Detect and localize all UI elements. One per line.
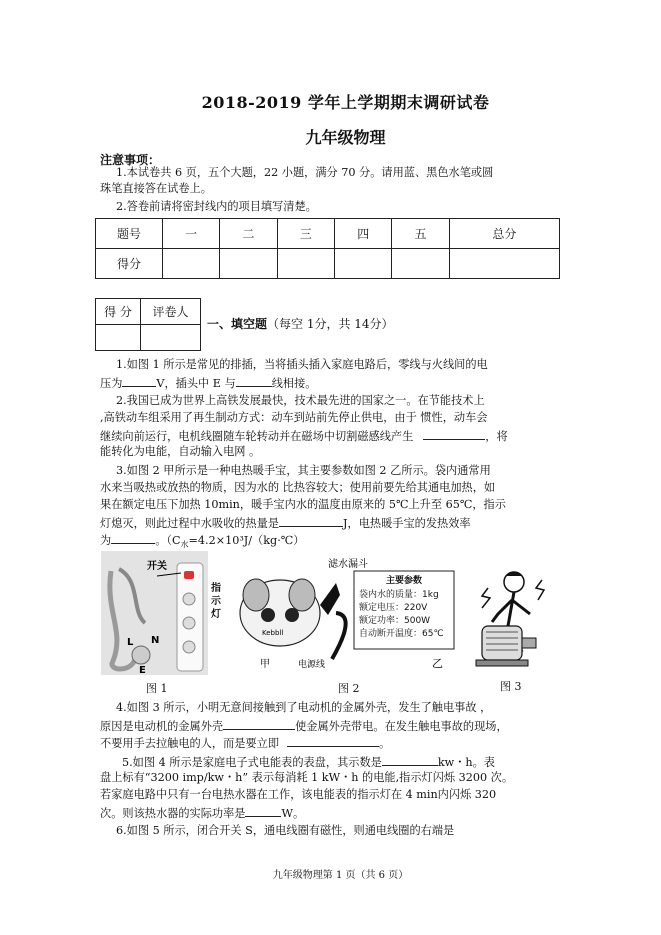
q4-line-3 xyxy=(100,734,390,752)
q4-blank-1[interactable] xyxy=(223,717,295,730)
exam-title: 2018-2019 学年上学期期末调研试卷 xyxy=(201,93,490,112)
plug-head xyxy=(132,646,150,664)
param-line-4: 自动断开温度：65℃ xyxy=(359,629,444,639)
figure-2-caption: 图 2 xyxy=(338,682,360,695)
q4-text-1: 原因是电动机的金属外壳 xyxy=(100,720,224,733)
score-cell-2: 二 xyxy=(220,219,277,249)
score-input-5[interactable] xyxy=(392,249,449,279)
score-input-1[interactable] xyxy=(163,249,220,279)
switch-button xyxy=(184,571,194,579)
param-line-3: 额定功率：500W xyxy=(359,616,431,626)
params-title: 主要参数 xyxy=(385,576,422,586)
figure-1-power-strip xyxy=(101,551,208,675)
q4-text-4: 。 xyxy=(379,737,391,750)
score-input-total[interactable] xyxy=(449,249,559,279)
q3-line-4 xyxy=(100,514,471,532)
q1-line-2 xyxy=(100,374,316,392)
q3-line-3: 果在额定电压下加热 10min，暖手宝内水的温度由原来的 5℃上升至 65℃，指示 xyxy=(100,498,506,511)
figure-3-caption: 图 3 xyxy=(500,680,522,693)
q1-text-1: 压为 xyxy=(100,377,123,390)
fig1-label-E: E xyxy=(139,665,146,675)
q4-text-3: 不要用手去拉触电的人，而是要立即 xyxy=(100,737,280,750)
q5-text-4: W。 xyxy=(281,807,305,820)
q3-line-1: 3.如图 2 甲所示是一种电热暖手宝，其主要参数如图 2 乙所示。袋内通常用 xyxy=(116,464,491,477)
notes-line-2: 珠笔直接答在试卷上。 xyxy=(100,182,212,195)
section-1-heading xyxy=(207,315,394,332)
section-1-label: 一、填空题 xyxy=(207,317,268,331)
q3-blank-2[interactable] xyxy=(111,531,155,544)
warmer-brand: Kebbll xyxy=(262,629,284,637)
q5-text-2: kw・h。表 xyxy=(437,756,495,769)
q5-line-2: 盘上标有“3200 imp/kw・h” 表示每消耗 1 kW・h 的电能,指示灯闪烁 3200 次。 xyxy=(100,771,514,784)
q1-blank-2[interactable] xyxy=(236,374,272,387)
q6-line-1: 6.如图 5 所示，闭合开关 S，通电线圈有磁性，则通电线圈的右端是 xyxy=(116,824,455,837)
q1-text-2: V，插头中 E 与 xyxy=(156,377,236,390)
q5-line-3: 若家庭电路中只有一台电热水器在工作，该电能表的指示灯在 4 min内闪烁 320 xyxy=(100,788,497,801)
grader-table xyxy=(95,298,201,351)
q3-text-4: 。（C xyxy=(155,534,181,547)
notes-line-3: 2.答卷前请将密封线内的项目填写清楚。 xyxy=(116,200,317,213)
fig1-label-L: L xyxy=(127,637,134,648)
page-footer: 九年级物理第 1 页（共 6 页） xyxy=(272,870,409,881)
grader-name-input[interactable] xyxy=(141,325,201,351)
param-line-2: 额定电压：220V xyxy=(359,603,428,613)
filter-funnel xyxy=(320,583,340,615)
fig1-switch-label: 开关 xyxy=(147,561,167,572)
q3-line-2: 水来当吸热或放热的物质，因为水的 比热容较大；使用前要先给其通电加热，如 xyxy=(100,481,496,494)
q4-line-1: 4.如图 3 所示，小明无意间接触到了电动机的金属外壳，发生了触电事故 ， xyxy=(116,701,492,714)
score-input-2[interactable] xyxy=(220,249,277,279)
q5-line-4 xyxy=(100,804,304,822)
q4-blank-2[interactable] xyxy=(287,734,379,747)
fig2-label-jia: 甲 xyxy=(260,659,270,670)
q1-line-1: 1.如图 1 所示是常见的排插，当将插头插入家庭电路后，零线与火线间的电 xyxy=(116,358,488,371)
score-cell-3: 三 xyxy=(277,219,334,249)
score-cell-label: 题号 xyxy=(96,219,163,249)
q1-blank-1[interactable] xyxy=(122,374,156,387)
score-table xyxy=(95,218,560,279)
q5-text-3: 次。则该热水器的实际功率是 xyxy=(100,807,246,820)
figure-3-electric-shock xyxy=(462,566,562,672)
score-cell-1: 一 xyxy=(163,219,220,249)
score-table-header-row xyxy=(96,219,560,249)
fig2-label-yi: 乙 xyxy=(432,657,443,670)
q1-text-3: 线相接。 xyxy=(271,377,317,390)
q2-blank-1[interactable] xyxy=(423,427,485,440)
fig1-indicator-label: 指示灯 xyxy=(211,583,221,620)
q3-line-5 xyxy=(100,531,304,553)
score-input-3[interactable] xyxy=(277,249,334,279)
exam-subtitle: 九年级物理 xyxy=(305,128,386,147)
q4-line-2 xyxy=(100,717,508,735)
figure-1-caption: 图 1 xyxy=(146,682,168,695)
q4-text-2: 使金属外壳带电。在发生触电事故的现场， xyxy=(295,720,508,733)
score-input-4[interactable] xyxy=(335,249,392,279)
q2-line-1: 2.我国已成为世界上高铁发展最快，技术最先进的国家之一。在节能技术上 xyxy=(116,394,485,407)
q2-text-2: ，将 xyxy=(485,430,508,443)
score-row-label: 得分 xyxy=(96,249,163,279)
q3-text-1: 灯熄灭，则此过程中水吸收的热量是 xyxy=(100,517,280,530)
q2-line-3 xyxy=(100,427,508,445)
q5-blank-1[interactable] xyxy=(382,753,438,766)
q5-blank-2[interactable] xyxy=(245,804,281,817)
spark-right xyxy=(536,580,544,600)
q3-text-3: 为 xyxy=(100,534,112,547)
q2-line-2: ,高铁动车组采用了再生制动方式：动车到站前先停止供电，由于 惯性，动车会 xyxy=(100,411,488,424)
q2-text-1: 继续向前运行，电机线圈随车轮转动并在磁场中切割磁感线产生 xyxy=(100,430,414,443)
q5-line-1 xyxy=(122,753,495,771)
param-line-1: 袋内水的质量：1kg xyxy=(359,590,439,600)
fig2-filter-label: 滤水漏斗 xyxy=(328,559,368,570)
q3-blank-1[interactable] xyxy=(279,514,343,527)
score-table-score-row xyxy=(96,249,560,279)
section-1-note: （每空 1分，共 14分） xyxy=(267,317,394,331)
notes-heading: 注意事项： xyxy=(100,153,161,167)
grader-score-label: 得 分 xyxy=(96,299,141,325)
q3-text-5: =4.2×10³J/（kg·℃） xyxy=(188,534,305,547)
q3-text-2: J，电热暖手宝的发热效率 xyxy=(343,517,471,530)
score-cell-5: 五 xyxy=(392,219,449,249)
motor-housing xyxy=(482,626,522,660)
spark-left xyxy=(482,588,490,608)
grader-label: 评卷人 xyxy=(141,299,201,325)
grader-score-input[interactable] xyxy=(96,325,141,351)
score-cell-4: 四 xyxy=(335,219,392,249)
score-cell-total: 总分 xyxy=(449,219,559,249)
q5-text-1: 5.如图 4 所示是家庭电子式电能表的表盘，其示数是 xyxy=(122,756,382,769)
power-cord xyxy=(332,613,346,659)
q2-line-4: 能转化为电能，自动输入电网 。 xyxy=(100,445,261,458)
q3-subscript-water: 水 xyxy=(180,540,189,550)
notes-line-1: 1.本试卷共 6 页，五个大题，22 小题，满分 70 分。请用蓝、黑色水笔或圆 xyxy=(116,166,494,179)
fig2-cord-label: 电源线 xyxy=(298,660,326,670)
fig1-label-N: N xyxy=(151,635,160,646)
